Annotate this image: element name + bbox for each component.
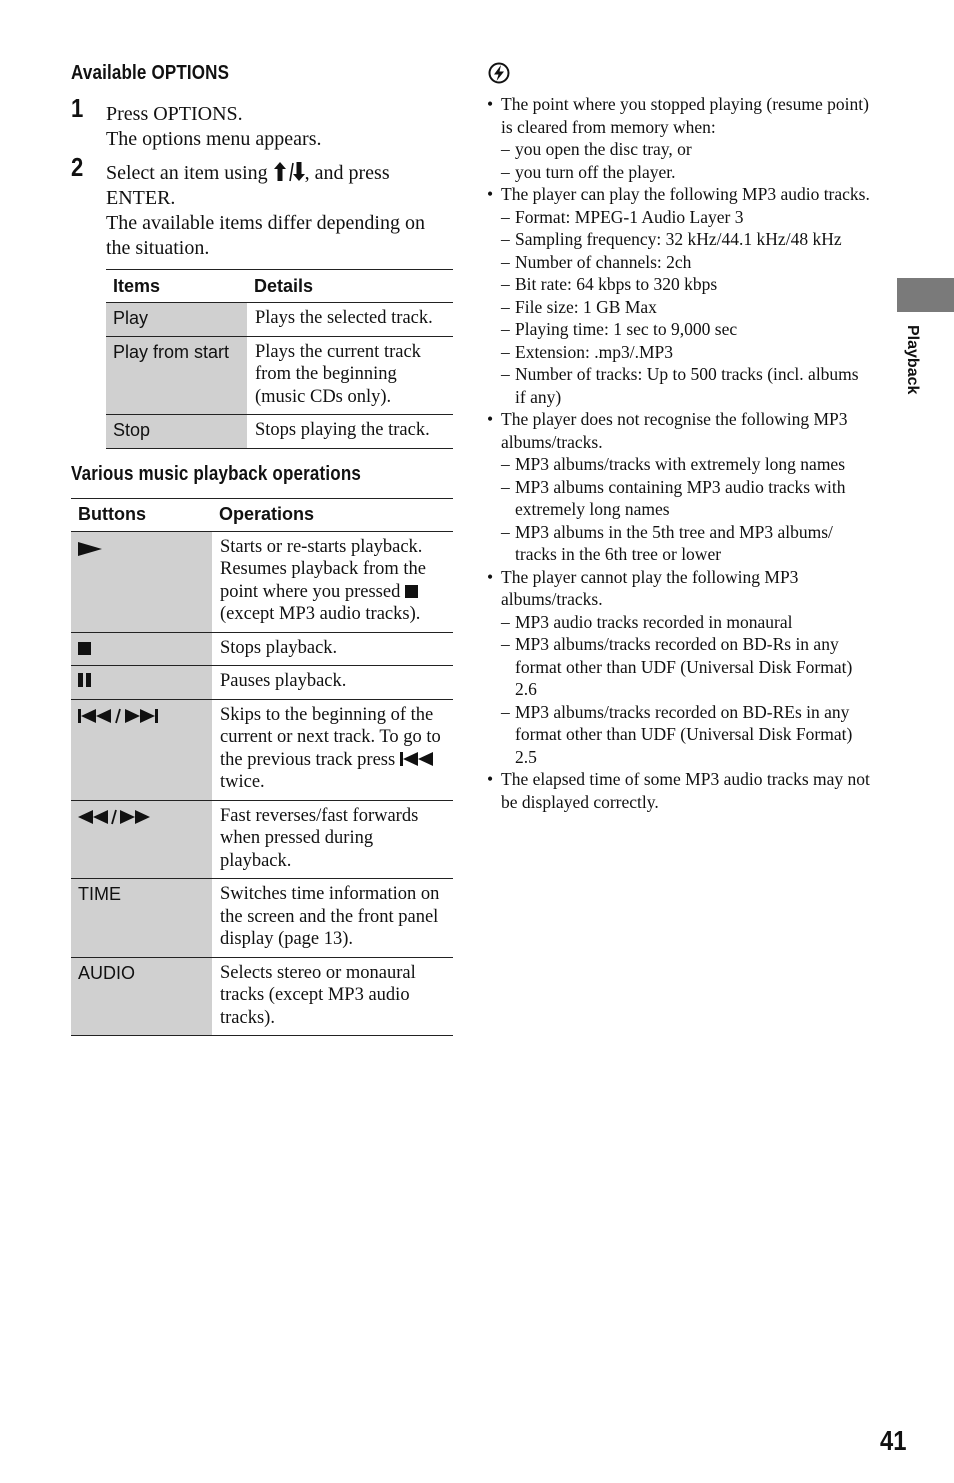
note-subitem: – MP3 albums in the 5th tree and MP3 albums/ tracks in the 6th tree or lower <box>501 521 833 564</box>
table-row <box>106 303 453 337</box>
operation-cell: Switches time information on the screen and the front panel display (page 13). <box>212 879 453 958</box>
column-header-items: Items <box>106 270 247 303</box>
column-header-buttons: Buttons <box>71 498 212 531</box>
note-subitem: – you turn off the player. <box>501 161 676 182</box>
note-subitem: – File size: 1 GB Max <box>501 296 657 317</box>
note-subitem: – you open the disc tray, or <box>501 139 692 159</box>
step-2-text: Select an item using , and press ENTER. <box>106 162 390 209</box>
step-number: 1 <box>71 93 84 123</box>
section-tab-label: Playback <box>904 325 921 395</box>
note-subitem: – Playing time: 1 sec to 9,000 sec <box>501 319 738 339</box>
note-item: • The elapsed time of some MP3 audio tracks may not be displayed correctly. <box>487 768 872 813</box>
page-number: 41 <box>880 1425 907 1456</box>
details-cell: Plays the selected track. <box>247 303 453 337</box>
item-cell: Play from start <box>106 336 247 415</box>
note-item: • The player can play the following MP3 audio tracks. – Format: MPEG-1 Audio Layer 3 – Sampling frequency: 32 kHz/44.1 kHz/48 kHz – Number of channels: 2ch – Bit rate: 64 kbps to 320 kbps – File size: 1 GB Max – Playing time: 1 sec to 9,000 sec – Extension: .mp3/.MP3 – Number of tracks: Up to 500 tracks (incl. albums if any) <box>487 183 872 408</box>
step-2-result: The available items differ depending on the situation. <box>106 212 425 259</box>
note-subitem: – MP3 audio tracks recorded in monaural <box>501 611 793 632</box>
button-cell <box>71 632 212 666</box>
up-down-arrows-icon <box>273 162 305 182</box>
table-row <box>106 336 453 415</box>
note-item: • The player cannot play the following MP3 albums/tracks. – MP3 audio tracks recorded in monaural – MP3 albums/tracks recorded on BD-Rs in any format other than UDF (Universal Disk Format) 2.6 – MP3 albums/tracks recorded on BD-REs in any format other than UDF (Universal Disk Format) 2.5 <box>487 566 872 769</box>
note-subitem: – Extension: .mp3/.MP3 <box>501 341 673 362</box>
step-2 <box>71 152 453 261</box>
note-subitem: – MP3 albums/tracks with extremely long names <box>501 454 846 474</box>
step-1 <box>71 93 453 152</box>
note-subitem: – Format: MPEG-1 Audio Layer 3 <box>501 206 744 227</box>
rewind-forward-icon <box>78 808 152 826</box>
table-row <box>71 531 453 632</box>
column-header-details: Details <box>247 270 453 303</box>
prev-icon <box>400 752 436 766</box>
note-subitem: – Sampling frequency: 32 kHz/44.1 kHz/48 kHz <box>501 229 842 249</box>
note-subitem: – Bit rate: 64 kbps to 320 kbps <box>501 274 718 294</box>
button-cell <box>71 531 212 632</box>
prev-next-icon <box>78 707 162 725</box>
table-row <box>106 415 453 449</box>
notes-list <box>487 93 872 813</box>
button-cell <box>71 699 212 800</box>
button-cell <box>71 666 212 700</box>
note-subitem: – MP3 albums/tracks recorded on BD-Rs in any format other than UDF (Universal Disk Format) 2.6 <box>501 634 853 699</box>
step-1-result: The options menu appears. <box>106 128 322 150</box>
operation-cell: Selects stereo or monaural tracks (except MP3 audio tracks). <box>212 957 453 1036</box>
note-item: • The point where you stopped playing (resume point) is cleared from memory when: – you open the disc tray, or – you turn off the player. <box>487 93 872 183</box>
music-operations-heading: Various music playback operations <box>71 462 361 485</box>
available-options-heading: Available OPTIONS <box>71 62 230 84</box>
options-table <box>106 269 453 449</box>
table-row <box>71 879 453 958</box>
pause-icon <box>78 673 91 687</box>
step-number: 2 <box>71 152 84 182</box>
operation-cell: Fast reverses/fast forwards when pressed during playback. <box>212 800 453 879</box>
stop-icon <box>405 585 418 598</box>
item-cell: Play <box>106 303 247 337</box>
button-cell: TIME <box>71 879 212 958</box>
item-cell: Stop <box>106 415 247 449</box>
operation-cell: Skips to the beginning of the current or next track. To go to the previous track press twice. <box>212 699 453 800</box>
table-row <box>71 800 453 879</box>
notes-column <box>487 62 872 813</box>
details-cell: Plays the current track from the beginning (music CDs only). <box>247 336 453 415</box>
note-subitem: – Number of channels: 2ch <box>501 251 692 272</box>
section-tab-marker <box>897 278 954 312</box>
note-subitem: – Number of tracks: Up to 500 tracks (incl. albums if any) <box>501 364 859 407</box>
table-row <box>71 957 453 1036</box>
note-item: • The player does not recognise the following MP3 albums/tracks. – MP3 albums/tracks with extremely long names – MP3 albums containing MP3 audio tracks with extremely long names – MP3 albums in the 5th tree and MP3 albums/ tracks in the 6th tree or lower <box>487 408 872 566</box>
table-row <box>71 699 453 800</box>
play-icon <box>78 542 102 556</box>
button-cell: AUDIO <box>71 957 212 1036</box>
table-row <box>71 632 453 666</box>
hint-icon <box>488 62 510 84</box>
left-column <box>71 62 453 1036</box>
note-subitem: – MP3 albums containing MP3 audio tracks with extremely long names <box>501 476 846 519</box>
music-operations-table <box>71 498 453 1037</box>
step-1-text: Press OPTIONS. <box>106 103 243 125</box>
table-row <box>71 666 453 700</box>
operation-cell: Starts or re-starts playback. Resumes playback from the point where you pressed (except MP3 audio tracks). <box>212 531 453 632</box>
operation-cell: Stops playback. <box>212 632 453 666</box>
operation-cell: Pauses playback. <box>212 666 453 700</box>
stop-icon <box>78 642 91 655</box>
note-subitem: – MP3 albums/tracks recorded on BD-REs in any format other than UDF (Universal Disk Format) 2.5 <box>501 701 853 767</box>
column-header-operations: Operations <box>212 498 453 531</box>
details-cell: Stops playing the track. <box>247 415 453 449</box>
button-cell <box>71 800 212 879</box>
